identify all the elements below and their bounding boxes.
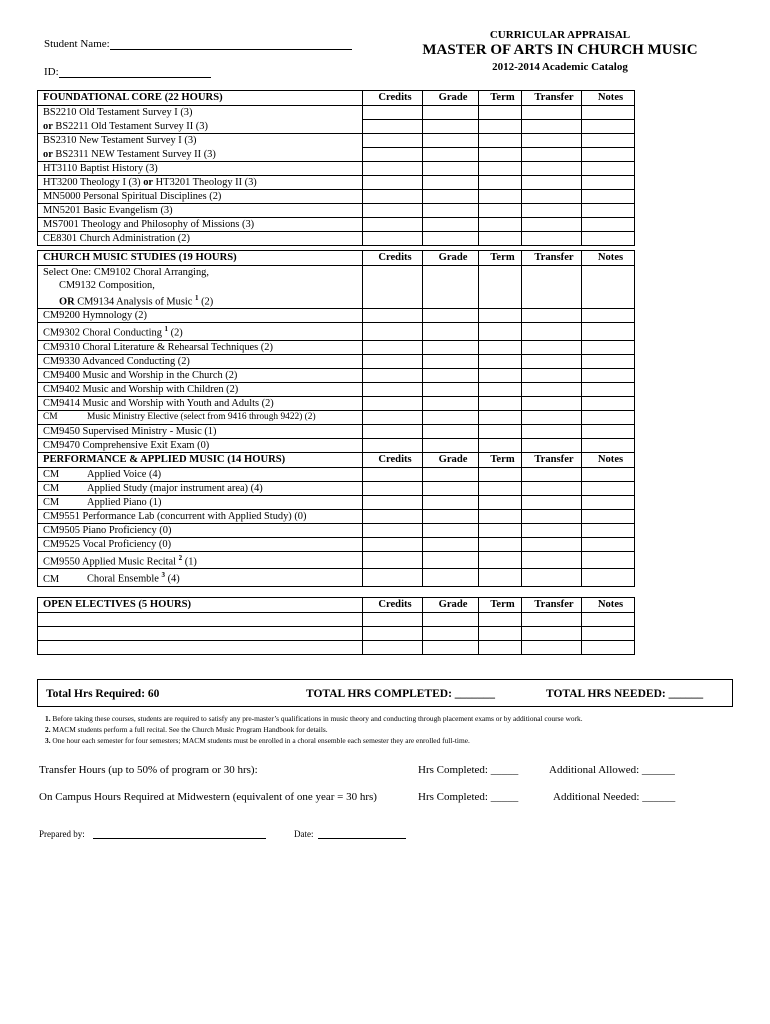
credits-cell[interactable] [363, 569, 423, 586]
term-cell[interactable] [479, 552, 522, 569]
course-label: CM9551 Performance Lab (concurrent with Applied Study) (0) [38, 510, 363, 524]
course-row [38, 309, 635, 323]
credits-cell[interactable] [363, 627, 423, 641]
grade-cell[interactable] [423, 134, 479, 148]
grade-cell[interactable] [423, 396, 479, 410]
grade-cell[interactable] [423, 309, 479, 323]
credits-cell[interactable] [363, 410, 423, 424]
credits-cell[interactable] [363, 496, 423, 510]
term-cell[interactable] [479, 482, 522, 496]
credits-cell[interactable] [363, 162, 423, 176]
transfer-cell[interactable] [522, 218, 582, 232]
course-row [38, 424, 635, 438]
notes-cell[interactable] [582, 162, 635, 176]
col-grade: Grade [423, 453, 479, 468]
notes-cell[interactable] [582, 340, 635, 354]
term-cell[interactable] [479, 524, 522, 538]
notes-cell[interactable] [582, 641, 635, 655]
grade-cell[interactable] [423, 204, 479, 218]
transfer-cell[interactable] [522, 438, 582, 452]
course-label: or BS2311 NEW Testament Survey II (3) [38, 148, 363, 162]
term-cell[interactable] [479, 232, 522, 246]
col-term: Term [479, 453, 522, 468]
course-row [38, 468, 635, 482]
transfer-cell[interactable] [522, 106, 582, 120]
course-row [38, 496, 635, 510]
footnote-2: 2. MACM students perform a full recital. See the Church Music Program Handbook for details. [45, 725, 328, 734]
grade-cell[interactable] [423, 410, 479, 424]
course-label: CM Applied Piano (1) [38, 496, 363, 510]
footnote-3: 3. One hour each semester for four semesters; MACM students must be enrolled in a choral ensemble each semester they are enrolled full-time. [45, 736, 470, 745]
grade-cell[interactable] [423, 232, 479, 246]
prepared-by-line[interactable] [93, 838, 266, 839]
notes-cell[interactable] [582, 232, 635, 246]
col-term: Term [479, 91, 522, 106]
transfer-cell[interactable] [522, 323, 582, 340]
term-cell[interactable] [479, 410, 522, 424]
course-label: BS2210 Old Testament Survey I (3) [38, 106, 363, 120]
notes-cell[interactable] [582, 468, 635, 482]
prepared-by-field[interactable] [39, 829, 266, 839]
church-music-table [37, 250, 635, 453]
notes-cell[interactable] [582, 120, 635, 134]
course-row [38, 323, 635, 340]
course-row [38, 438, 635, 452]
term-cell[interactable] [479, 266, 522, 309]
transfer-cell[interactable] [522, 368, 582, 382]
col-transfer: Transfer [522, 251, 582, 266]
section-heading: OPEN ELECTIVES (5 HOURS) [38, 598, 363, 613]
course-label: CM Choral Ensemble $^3$ (4) [38, 569, 363, 586]
term-cell[interactable] [479, 218, 522, 232]
credits-cell[interactable] [363, 552, 423, 569]
footnote-1: 1. Before taking these courses, students are required to satisfy any pre-master’s qualifications in music theory and conducting through placement exams or by additional course work. [45, 714, 583, 723]
term-cell[interactable] [479, 176, 522, 190]
transfer-cell[interactable] [522, 424, 582, 438]
campus-hours-label: On Campus Hours Required at Midwestern (equivalent of one year = 30 hrs) [39, 791, 377, 803]
course-label: CM9302 Choral Conducting $^1$ (2) [38, 323, 363, 340]
course-label: CM9450 Supervised Ministry - Music (1) [38, 424, 363, 438]
credits-cell[interactable] [363, 232, 423, 246]
col-transfer: Transfer [522, 453, 582, 468]
credits-cell[interactable] [363, 340, 423, 354]
notes-cell[interactable] [582, 218, 635, 232]
term-cell[interactable] [479, 510, 522, 524]
transfer-cell[interactable] [522, 190, 582, 204]
notes-cell[interactable] [582, 424, 635, 438]
credits-cell[interactable] [363, 482, 423, 496]
foundational-core-table [37, 90, 635, 246]
transfer-cell[interactable] [522, 354, 582, 368]
notes-cell[interactable] [582, 569, 635, 586]
grade-cell[interactable] [423, 468, 479, 482]
student-name-label: Student Name: [44, 38, 110, 50]
grade-cell[interactable] [423, 424, 479, 438]
notes-cell[interactable] [582, 396, 635, 410]
grade-cell[interactable] [423, 120, 479, 134]
course-row [38, 232, 635, 246]
transfer-cell[interactable] [522, 410, 582, 424]
notes-cell[interactable] [582, 510, 635, 524]
col-credits: Credits [363, 453, 423, 468]
course-row [38, 148, 635, 162]
course-label: BS2310 New Testament Survey I (3) [38, 134, 363, 148]
course-row [38, 552, 635, 569]
transfer-cell[interactable] [522, 396, 582, 410]
total-completed[interactable]: TOTAL HRS COMPLETED: _______ [306, 688, 496, 700]
course-row [38, 482, 635, 496]
grade-cell[interactable] [423, 323, 479, 340]
notes-cell[interactable] [582, 354, 635, 368]
term-cell[interactable] [479, 190, 522, 204]
course-row [38, 368, 635, 382]
grade-cell[interactable] [423, 613, 479, 627]
total-needed[interactable]: TOTAL HRS NEEDED: ______ [546, 688, 704, 700]
notes-cell[interactable] [582, 134, 635, 148]
credits-cell[interactable] [363, 266, 423, 309]
transfer-cell[interactable] [522, 382, 582, 396]
credits-cell[interactable] [363, 204, 423, 218]
course-row [38, 106, 635, 120]
course-row [38, 354, 635, 368]
term-cell[interactable] [479, 106, 522, 120]
credits-cell[interactable] [363, 176, 423, 190]
term-cell[interactable] [479, 569, 522, 586]
course-label: CM9505 Piano Proficiency (0) [38, 524, 363, 538]
credits-cell[interactable] [363, 323, 423, 340]
course-row [38, 120, 635, 134]
grade-cell[interactable] [423, 482, 479, 496]
course-label: CM9525 Vocal Proficiency (0) [38, 538, 363, 552]
grade-cell[interactable] [423, 538, 479, 552]
transfer-cell[interactable] [522, 134, 582, 148]
course-row [38, 190, 635, 204]
date-field[interactable] [294, 829, 406, 839]
col-notes: Notes [582, 251, 635, 266]
term-cell[interactable] [479, 396, 522, 410]
course-cell[interactable] [38, 641, 363, 655]
transfer-cell[interactable] [522, 162, 582, 176]
col-credits: Credits [363, 598, 423, 613]
grade-cell[interactable] [423, 218, 479, 232]
credits-cell[interactable] [363, 524, 423, 538]
term-cell[interactable] [479, 496, 522, 510]
credits-cell[interactable] [363, 424, 423, 438]
notes-cell[interactable] [582, 148, 635, 162]
transfer-hours-label: Transfer Hours (up to 50% of program or 30 hrs): [39, 764, 258, 776]
course-label: MN5201 Basic Evangelism (3) [38, 204, 363, 218]
credits-cell[interactable] [363, 190, 423, 204]
grade-cell[interactable] [423, 496, 479, 510]
credits-cell[interactable] [363, 468, 423, 482]
course-label: CM9400 Music and Worship in the Church (2) [38, 368, 363, 382]
term-cell[interactable] [479, 641, 522, 655]
id-line[interactable] [59, 77, 211, 78]
grade-cell[interactable] [423, 190, 479, 204]
totals-box [37, 679, 733, 707]
course-row [38, 134, 635, 148]
credits-cell[interactable] [363, 148, 423, 162]
course-row [38, 162, 635, 176]
elective-row [38, 613, 635, 627]
transfer-cell[interactable] [522, 613, 582, 627]
transfer-cell[interactable] [522, 496, 582, 510]
term-cell[interactable] [479, 162, 522, 176]
term-cell[interactable] [479, 424, 522, 438]
term-cell[interactable] [479, 134, 522, 148]
transfer-cell[interactable] [522, 148, 582, 162]
transfer-cell[interactable] [522, 627, 582, 641]
transfer-cell[interactable] [522, 340, 582, 354]
course-cell[interactable] [38, 613, 363, 627]
course-row [38, 176, 635, 190]
course-label: HT3200 Theology I (3) or HT3201 Theology II (3) [38, 176, 363, 190]
additional-allowed[interactable]: Additional Allowed: ______ [549, 764, 675, 776]
course-label: CM9310 Choral Literature & Rehearsal Techniques (2) [38, 340, 363, 354]
section-heading: FOUNDATIONAL CORE (22 HOURS) [38, 91, 363, 106]
id-field[interactable] [44, 66, 211, 78]
page-title: MASTER OF ARTS IN CHURCH MUSIC [422, 42, 698, 58]
col-term: Term [479, 251, 522, 266]
term-cell[interactable] [479, 120, 522, 134]
elective-row [38, 627, 635, 641]
term-cell[interactable] [479, 340, 522, 354]
credits-cell[interactable] [363, 538, 423, 552]
credits-cell[interactable] [363, 641, 423, 655]
notes-cell[interactable] [582, 482, 635, 496]
credits-cell[interactable] [363, 510, 423, 524]
grade-cell[interactable] [423, 569, 479, 586]
transfer-cell[interactable] [522, 176, 582, 190]
transfer-cell[interactable] [522, 266, 582, 309]
course-label: CM9330 Advanced Conducting (2) [38, 354, 363, 368]
transfer-hrs-completed[interactable]: Hrs Completed: _____ [418, 764, 519, 776]
course-label: CE8301 Church Administration (2) [38, 232, 363, 246]
course-cell[interactable] [38, 627, 363, 641]
additional-needed[interactable]: Additional Needed: ______ [553, 791, 676, 803]
grade-cell[interactable] [423, 510, 479, 524]
transfer-cell[interactable] [522, 569, 582, 586]
course-row [38, 382, 635, 396]
grade-cell[interactable] [423, 148, 479, 162]
credits-cell[interactable] [363, 218, 423, 232]
course-label: Select One: CM9102 Choral Arranging, CM9132 Composition, OR CM9134 Analysis of Music $^1$ (2) [38, 266, 363, 309]
course-row [38, 396, 635, 410]
credits-cell[interactable] [363, 309, 423, 323]
col-notes: Notes [582, 453, 635, 468]
notes-cell[interactable] [582, 204, 635, 218]
credits-cell[interactable] [363, 438, 423, 452]
credits-cell[interactable] [363, 134, 423, 148]
grade-cell[interactable] [423, 176, 479, 190]
notes-cell[interactable] [582, 382, 635, 396]
term-cell[interactable] [479, 354, 522, 368]
course-label: CM9414 Music and Worship with Youth and Adults (2) [38, 396, 363, 410]
credits-cell[interactable] [363, 382, 423, 396]
transfer-cell[interactable] [522, 232, 582, 246]
term-cell[interactable] [479, 368, 522, 382]
grade-cell[interactable] [423, 552, 479, 569]
grade-cell[interactable] [423, 340, 479, 354]
credits-cell[interactable] [363, 396, 423, 410]
appraisal-label: CURRICULAR APPRAISAL [489, 29, 631, 41]
course-label: CM9470 Comprehensive Exit Exam (0) [38, 438, 363, 452]
transfer-cell[interactable] [522, 510, 582, 524]
grade-cell[interactable] [423, 106, 479, 120]
col-notes: Notes [582, 598, 635, 613]
term-cell[interactable] [479, 204, 522, 218]
notes-cell[interactable] [582, 438, 635, 452]
elective-row [38, 641, 635, 655]
grade-cell[interactable] [423, 524, 479, 538]
col-grade: Grade [423, 91, 479, 106]
course-row [38, 340, 635, 354]
notes-cell[interactable] [582, 627, 635, 641]
transfer-cell[interactable] [522, 641, 582, 655]
transfer-cell[interactable] [522, 538, 582, 552]
notes-cell[interactable] [582, 524, 635, 538]
course-label: CM9402 Music and Worship with Children (2) [38, 382, 363, 396]
date-label: Date: [294, 829, 314, 839]
col-term: Term [479, 598, 522, 613]
course-label: HT3110 Baptist History (3) [38, 162, 363, 176]
course-row [38, 510, 635, 524]
notes-cell[interactable] [582, 106, 635, 120]
notes-cell[interactable] [582, 552, 635, 569]
section-heading: PERFORMANCE & APPLIED MUSIC (14 HOURS) [38, 453, 363, 468]
col-grade: Grade [423, 598, 479, 613]
term-cell[interactable] [479, 323, 522, 340]
course-row [38, 538, 635, 552]
notes-cell[interactable] [582, 266, 635, 309]
term-cell[interactable] [479, 438, 522, 452]
credits-cell[interactable] [363, 354, 423, 368]
prepared-by-label: Prepared by: [39, 829, 85, 839]
notes-cell[interactable] [582, 613, 635, 627]
grade-cell[interactable] [423, 368, 479, 382]
notes-cell[interactable] [582, 309, 635, 323]
grade-cell[interactable] [423, 266, 479, 309]
credits-cell[interactable] [363, 368, 423, 382]
course-label: or BS2211 Old Testament Survey II (3) [38, 120, 363, 134]
notes-cell[interactable] [582, 538, 635, 552]
col-credits: Credits [363, 251, 423, 266]
grade-cell[interactable] [423, 162, 479, 176]
grade-cell[interactable] [423, 641, 479, 655]
course-label: CM9200 Hymnology (2) [38, 309, 363, 323]
course-row [38, 218, 635, 232]
grade-cell[interactable] [423, 354, 479, 368]
notes-cell[interactable] [582, 190, 635, 204]
grade-cell[interactable] [423, 627, 479, 641]
term-cell[interactable] [479, 613, 522, 627]
course-row [38, 524, 635, 538]
notes-cell[interactable] [582, 410, 635, 424]
col-credits: Credits [363, 91, 423, 106]
notes-cell[interactable] [582, 496, 635, 510]
course-row [38, 204, 635, 218]
electives-table [37, 597, 635, 655]
transfer-cell[interactable] [522, 482, 582, 496]
transfer-cell[interactable] [522, 524, 582, 538]
grade-cell[interactable] [423, 382, 479, 396]
course-label: CM Applied Study (major instrument area) (4) [38, 482, 363, 496]
credits-cell[interactable] [363, 106, 423, 120]
course-label: CM Applied Voice (4) [38, 468, 363, 482]
transfer-cell[interactable] [522, 309, 582, 323]
date-line[interactable] [318, 838, 406, 839]
credits-cell[interactable] [363, 120, 423, 134]
course-label: CM9550 Applied Music Recital $^2$ (1) [38, 552, 363, 569]
term-cell[interactable] [479, 538, 522, 552]
transfer-cell[interactable] [522, 552, 582, 569]
notes-cell[interactable] [582, 176, 635, 190]
course-label: MS7001 Theology and Philosophy of Missions (3) [38, 218, 363, 232]
term-cell[interactable] [479, 468, 522, 482]
term-cell[interactable] [479, 627, 522, 641]
transfer-cell[interactable] [522, 204, 582, 218]
term-cell[interactable] [479, 309, 522, 323]
term-cell[interactable] [479, 382, 522, 396]
course-label: MN5000 Personal Spiritual Disciplines (2) [38, 190, 363, 204]
transfer-cell[interactable] [522, 468, 582, 482]
catalog-year: 2012-2014 Academic Catalog [492, 61, 628, 73]
course-row [38, 410, 635, 424]
campus-hrs-completed[interactable]: Hrs Completed: _____ [418, 791, 519, 803]
credits-cell[interactable] [363, 613, 423, 627]
col-grade: Grade [423, 251, 479, 266]
notes-cell[interactable] [582, 368, 635, 382]
transfer-cell[interactable] [522, 120, 582, 134]
notes-cell[interactable] [582, 323, 635, 340]
col-transfer: Transfer [522, 91, 582, 106]
section-heading: CHURCH MUSIC STUDIES (19 HOURS) [38, 251, 363, 266]
course-label: CM Music Ministry Elective (select from 9416 through 9422) (2) [38, 410, 363, 424]
total-required: Total Hrs Required: 60 [46, 688, 160, 700]
student-name-field[interactable] [44, 38, 352, 50]
col-transfer: Transfer [522, 598, 582, 613]
grade-cell[interactable] [423, 438, 479, 452]
course-row [38, 569, 635, 586]
student-name-line[interactable] [110, 49, 352, 50]
term-cell[interactable] [479, 148, 522, 162]
col-notes: Notes [582, 91, 635, 106]
course-row [38, 266, 635, 309]
id-label: ID: [44, 66, 59, 78]
performance-table [37, 452, 635, 587]
